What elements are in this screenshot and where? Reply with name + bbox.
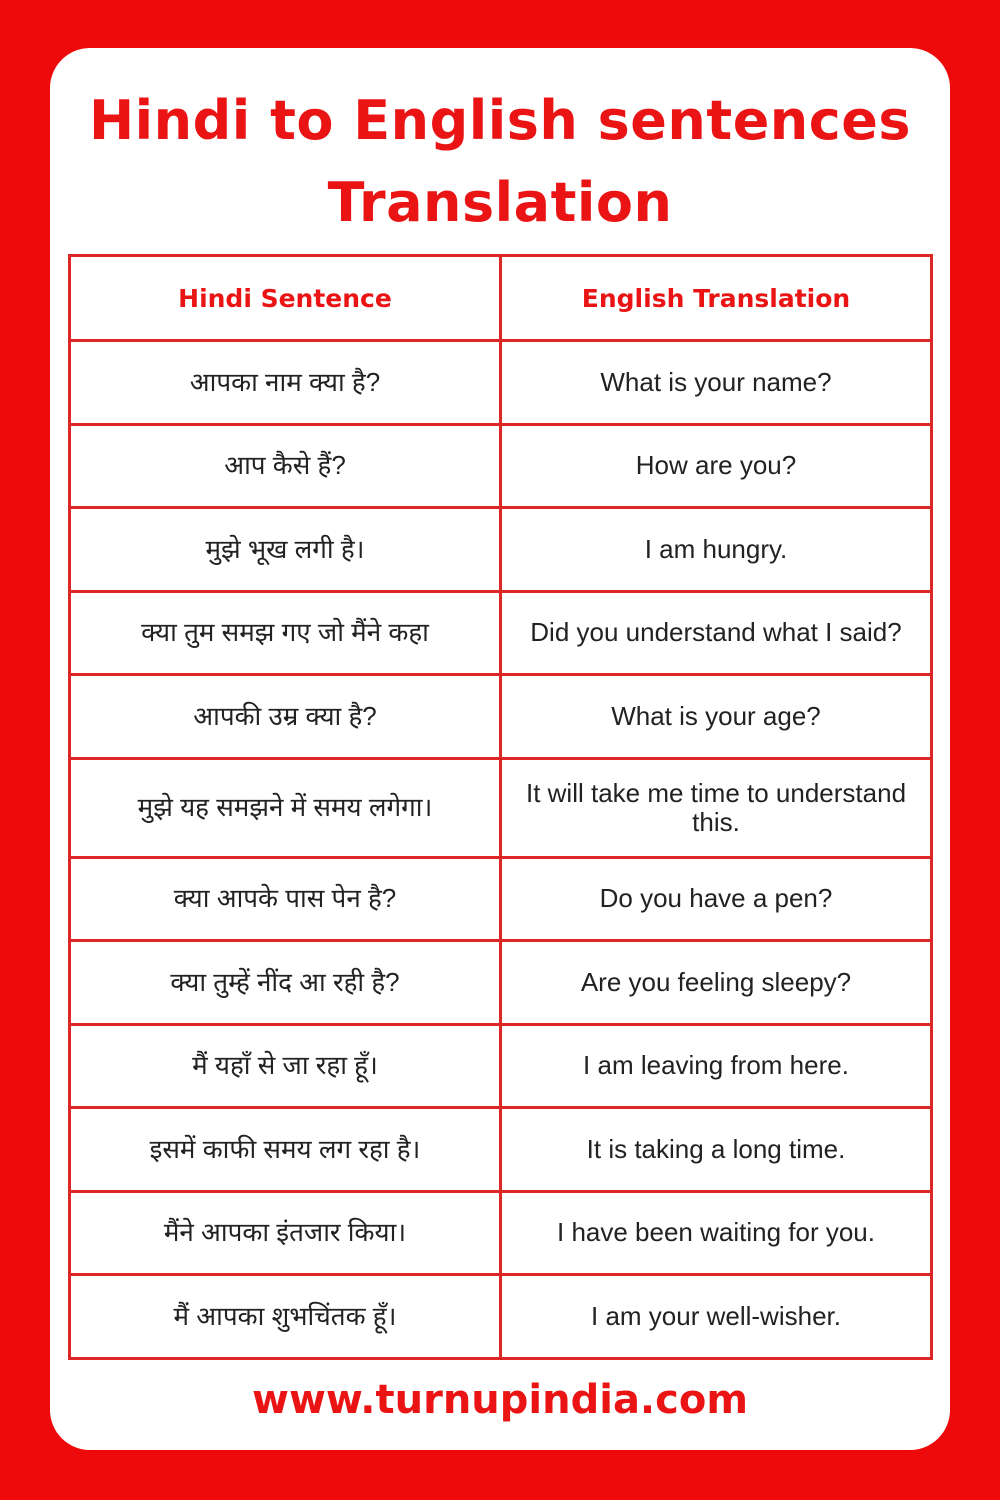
title-line-1: Hindi to English sentences — [88, 89, 912, 152]
page-title — [0, 80, 1000, 244]
english-cell: Did you understand what I said? — [501, 591, 932, 675]
translation-table — [68, 254, 933, 1360]
header-hindi: Hindi Sentence — [70, 256, 501, 341]
table-row — [70, 424, 932, 508]
table-row — [70, 1191, 932, 1275]
table-row — [70, 591, 932, 675]
english-cell: I have been waiting for you. — [501, 1191, 932, 1275]
table-header-row — [70, 256, 932, 341]
english-cell: Are you feeling sleepy? — [501, 941, 932, 1025]
hindi-cell: इसमें काफी समय लग रहा है। — [70, 1108, 501, 1192]
table-row — [70, 1275, 932, 1359]
hindi-cell: क्या तुम समझ गए जो मैंने कहा — [70, 591, 501, 675]
table-row — [70, 341, 932, 425]
english-cell: It is taking a long time. — [501, 1108, 932, 1192]
hindi-cell: आप कैसे हैं? — [70, 424, 501, 508]
table-row — [70, 941, 932, 1025]
hindi-cell: मैं आपका शुभचिंतक हूँ। — [70, 1275, 501, 1359]
english-cell: Do you have a pen? — [501, 857, 932, 941]
table-row — [70, 1024, 932, 1108]
hindi-cell: क्या तुम्हें नींद आ रही है? — [70, 941, 501, 1025]
table-row — [70, 857, 932, 941]
hindi-cell: मैं यहाँ से जा रहा हूँ। — [70, 1024, 501, 1108]
english-cell: What is your name? — [501, 341, 932, 425]
website-url: www.turnupindia.com — [252, 1377, 748, 1423]
hindi-cell: मुझे यह समझने में समय लगेगा। — [70, 758, 501, 857]
hindi-cell: आपका नाम क्या है? — [70, 341, 501, 425]
header-english: English Translation — [501, 256, 932, 341]
hindi-cell: आपकी उम्र क्या है? — [70, 675, 501, 759]
hindi-cell: क्या आपके पास पेन है? — [70, 857, 501, 941]
table-row — [70, 1108, 932, 1192]
title-line-2: Translation — [327, 171, 673, 234]
table-row — [70, 675, 932, 759]
table-row — [70, 758, 932, 857]
english-cell: It will take me time to understand this. — [501, 758, 932, 857]
english-cell: I am your well-wisher. — [501, 1275, 932, 1359]
english-cell: How are you? — [501, 424, 932, 508]
table-row — [70, 508, 932, 592]
english-cell: What is your age? — [501, 675, 932, 759]
hindi-cell: मुझे भूख लगी है। — [70, 508, 501, 592]
hindi-cell: मैंने आपका इंतजार किया। — [70, 1191, 501, 1275]
english-cell: I am hungry. — [501, 508, 932, 592]
english-cell: I am leaving from here. — [501, 1024, 932, 1108]
